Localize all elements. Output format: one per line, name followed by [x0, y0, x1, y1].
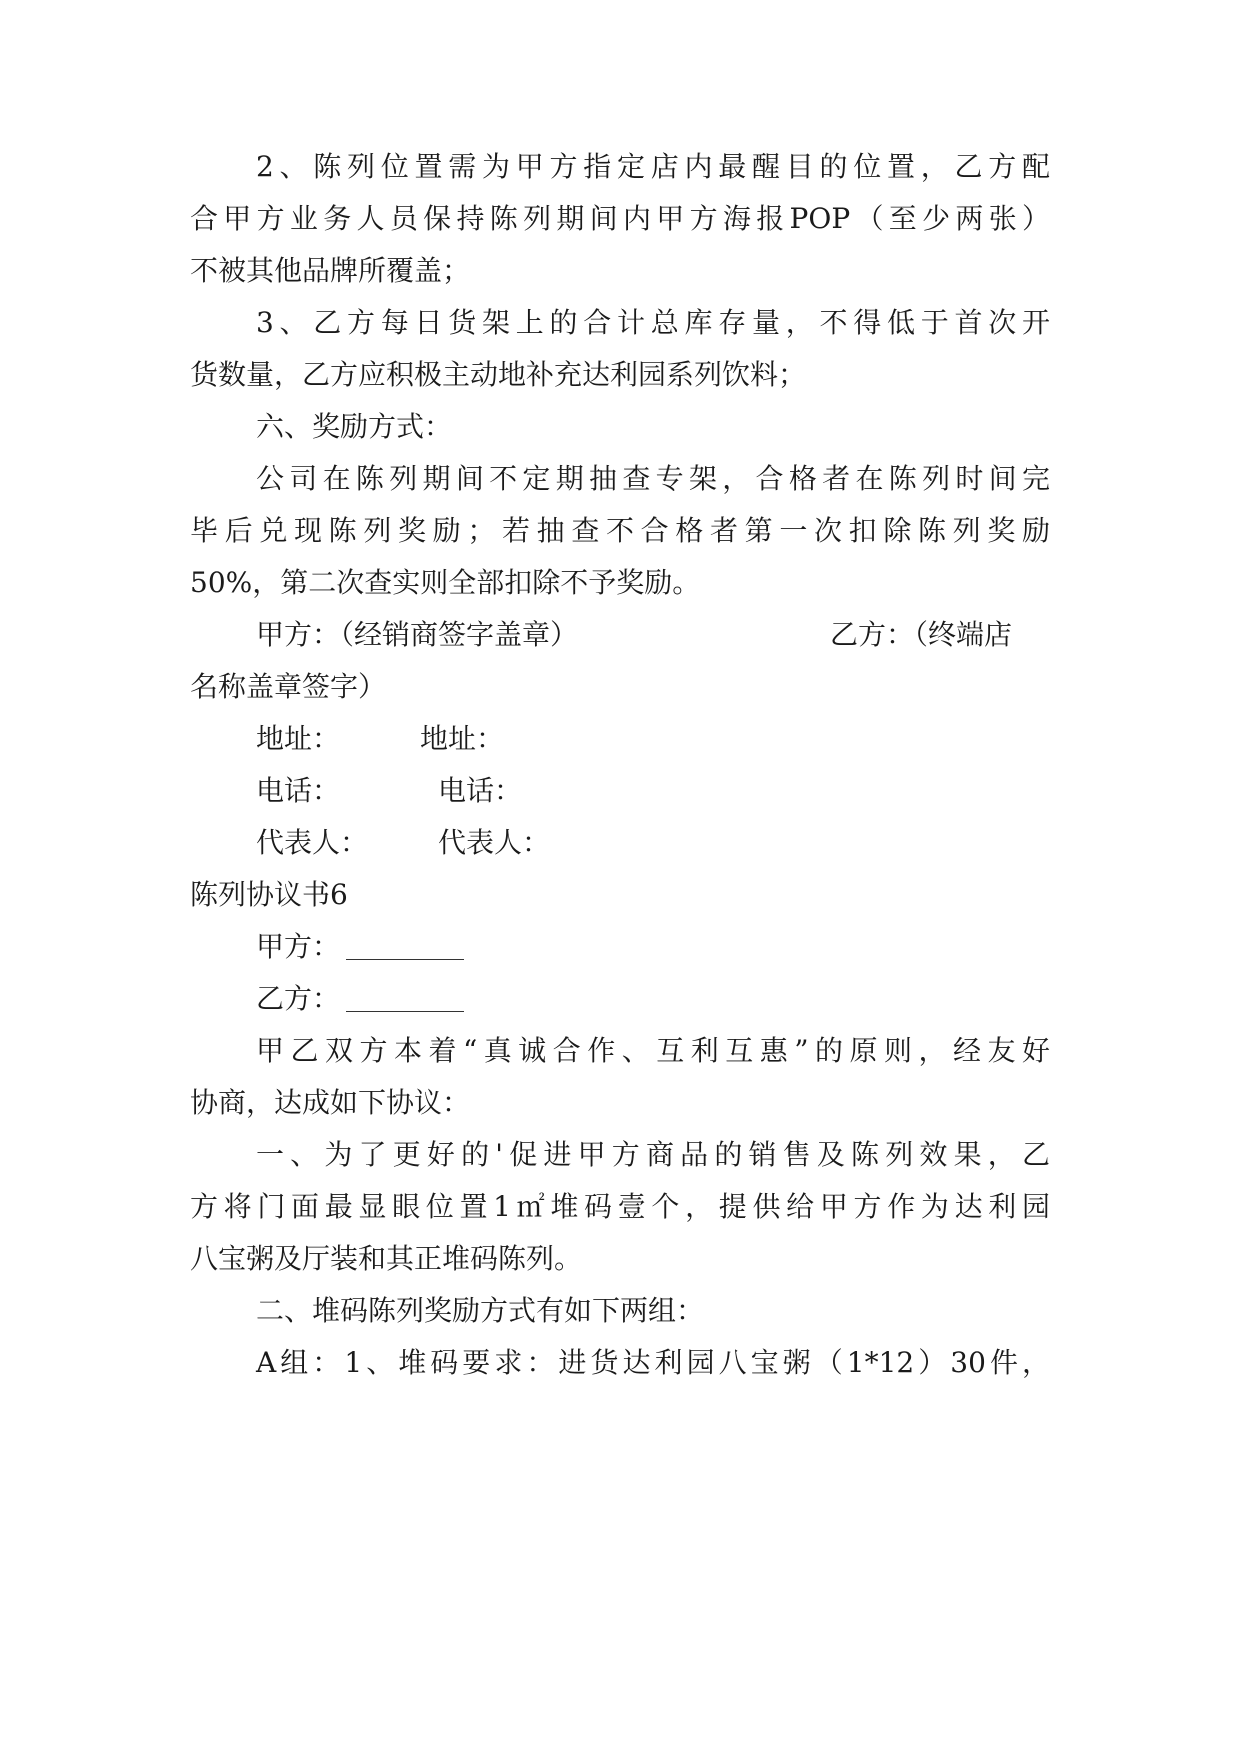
document-title: 陈列协议书6 [190, 878, 348, 911]
party-a-line [256, 927, 464, 967]
section-heading: 二、堆码陈列奖励方式有如下两组： [256, 1294, 705, 1327]
paragraph-line: 3、乙方每日货架上的合计总库存量，不得低于首次开 [256, 306, 1050, 339]
paragraph-line: 货数量，乙方应积极主动地补充达利园系列饮料； [190, 358, 807, 391]
party-b-label: 乙方： [256, 982, 341, 1015]
paragraph-line: 一、为了更好的'促进甲方商品的销售及陈列效果，乙 [256, 1138, 1050, 1171]
party-a-label: 甲方： [256, 930, 341, 963]
representative-label-a: 代表人： [256, 826, 369, 859]
signature-party-a: 甲方：（经销商签字盖章） [256, 618, 579, 651]
paragraph-line: 2、陈列位置需为甲方指定店内最醒目的位置，乙方配 [256, 150, 1050, 183]
paragraph-line: 不被其他品牌所覆盖； [190, 254, 471, 287]
paragraph-line: 甲乙双方本着“真诚合作、互利互惠”的原则，经友好 [256, 1034, 1050, 1067]
section-heading: 六、奖励方式： [256, 410, 453, 443]
representative-label-b: 代表人： [438, 826, 551, 859]
paragraph-line: 方将门面最显眼位置1㎡堆码壹个，提供给甲方作为达利园 [190, 1190, 1050, 1223]
paragraph-line: 毕后兑现陈列奖励；若抽查不合格者第一次扣除陈列奖励 [190, 514, 1050, 547]
paragraph-line: 公司在陈列期间不定期抽查专架，合格者在陈列时间完 [256, 462, 1050, 495]
paragraph-line: 八宝粥及厅装和其正堆码陈列。 [190, 1242, 583, 1275]
party-b-blank [346, 987, 464, 1012]
phone-label-a: 电话： [256, 774, 341, 807]
paragraph-line: 协商，达成如下协议： [190, 1086, 471, 1119]
party-b-line [256, 979, 464, 1019]
paragraph-line: 名称盖章签字） [190, 670, 387, 703]
paragraph-line: 50%，第二次查实则全部扣除不予奖励。 [190, 566, 701, 599]
phone-label-b: 电话： [438, 774, 523, 807]
signature-party-b: 乙方：（终端店 [830, 618, 1013, 651]
address-label-a: 地址： [256, 722, 341, 755]
paragraph-line: 合甲方业务人员保持陈列期间内甲方海报POP（至少两张） [190, 202, 1050, 235]
party-a-blank [346, 935, 464, 960]
paragraph-line: A组：1、堆码要求：进货达利园八宝粥（1*12）30件， [256, 1346, 1050, 1379]
address-label-b: 地址： [420, 722, 505, 755]
